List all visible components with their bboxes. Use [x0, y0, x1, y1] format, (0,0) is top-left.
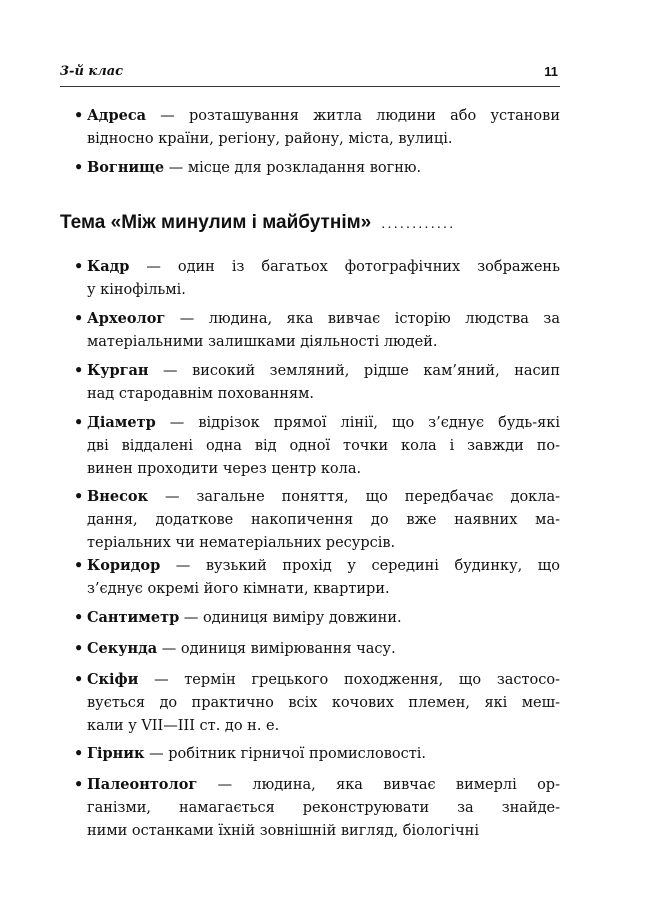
- entry-line: [87, 104, 560, 128]
- entry-definition: — один із багатьох фотографічних зображень: [129, 259, 560, 275]
- glossary-entry: [74, 359, 560, 406]
- entry-term: Секунда: [87, 640, 158, 657]
- entry-text: [87, 485, 560, 555]
- glossary-entry: [74, 156, 560, 180]
- glossary-entry: [74, 668, 560, 738]
- entry-text: [87, 104, 560, 151]
- entry-term: Вогнище: [87, 159, 165, 176]
- bullet-icon: •: [74, 310, 84, 327]
- entry-term: Археолог: [87, 310, 166, 327]
- page-number: 11: [544, 64, 558, 79]
- entry-line: [87, 668, 560, 692]
- entry-definition: — термін грецького походження, що застосо-: [138, 672, 560, 688]
- entry-definition: — вузький прохід у середині будинку, що: [160, 558, 560, 574]
- entry-definition: — робітник гірничої промисловості.: [144, 746, 426, 762]
- entry-text: [87, 773, 560, 843]
- glossary-entry: [74, 411, 560, 481]
- entry-line: [87, 359, 560, 383]
- entry-line: ганізми, намагається реконструювати за знайде-: [87, 800, 560, 816]
- entry-text: [87, 742, 560, 766]
- glossary-entry: [74, 742, 560, 766]
- entry-definition: — одиниця вимірювання часу.: [157, 641, 396, 657]
- bullet-icon: •: [74, 414, 84, 431]
- entry-text: [87, 307, 560, 354]
- entry-definition: — одиниця виміру довжини.: [179, 610, 402, 626]
- entry-text: [87, 668, 560, 738]
- entry-line: ними останками їхній зовнішній вигляд, біологічні: [87, 823, 479, 839]
- entry-line: над стародавнім похованням.: [87, 386, 315, 402]
- entry-term: Діаметр: [87, 414, 156, 431]
- entry-term: Палеонтолог: [87, 776, 198, 793]
- entry-line: [87, 637, 560, 661]
- bullet-icon: •: [74, 640, 84, 657]
- entry-line: [87, 411, 560, 435]
- glossary-entry: [74, 606, 560, 630]
- glossary-entry: [74, 637, 560, 661]
- bullet-icon: •: [74, 159, 84, 176]
- entry-line: [87, 307, 560, 331]
- entry-line: [87, 485, 560, 509]
- bullet-icon: •: [74, 488, 84, 505]
- entry-line: дання, додаткове накопичення до вже наявних ма-: [87, 512, 560, 528]
- entry-line: винен проходити через центр кола.: [87, 461, 362, 477]
- bullet-icon: •: [74, 671, 84, 688]
- entry-line: з’єднує окремі його кімнати, квартири.: [87, 581, 390, 597]
- entry-definition: — розташування житла людини або установи: [146, 108, 560, 124]
- entry-line: [87, 606, 560, 630]
- glossary-entry: [74, 554, 560, 601]
- entry-definition: — загальне поняття, що передбачає докла-: [148, 489, 560, 505]
- entry-line: [87, 742, 560, 766]
- entry-line: дві віддалені одна від одної точки кола і завжди по-: [87, 438, 560, 454]
- glossary-entry: [74, 104, 560, 151]
- entry-term: Внесок: [87, 488, 149, 505]
- glossary-entry: [74, 773, 560, 843]
- entry-line: [87, 255, 560, 279]
- bullet-icon: •: [74, 107, 84, 124]
- entry-text: [87, 554, 560, 601]
- entry-term: Скіфи: [87, 671, 139, 688]
- entry-definition: — людина, яка вивчає вимерлі ор-: [197, 777, 560, 793]
- entry-line: відносно країни, регіону, району, міста, вулиці.: [87, 131, 453, 147]
- entry-text: [87, 359, 560, 406]
- entry-line: [87, 554, 560, 578]
- entry-line: матеріальними залишками діяльності людей.: [87, 334, 438, 350]
- entry-term: Коридор: [87, 557, 161, 574]
- topic-title: Тема «Між минулим і майбутнім»: [60, 212, 372, 233]
- topic-leader-dots: ............: [381, 215, 456, 232]
- bullet-icon: •: [74, 745, 84, 762]
- entry-term: Адреса: [87, 107, 147, 124]
- entry-text: [87, 411, 560, 481]
- entry-definition: — місце для розкладання вогню.: [164, 160, 422, 176]
- entry-term: Гірник: [87, 745, 145, 762]
- bullet-icon: •: [74, 609, 84, 626]
- entry-definition: — людина, яка вивчає історію людства за: [165, 311, 560, 327]
- entry-text: [87, 637, 560, 661]
- entry-text: [87, 156, 560, 180]
- entry-line: вується до практично всіх кочових племен, які меш-: [87, 695, 560, 711]
- entry-term: Сантиметр: [87, 609, 180, 626]
- entry-line: кали у VII—III ст. до н. е.: [87, 718, 280, 734]
- entry-line: [87, 156, 560, 180]
- entry-line: у кінофільмі.: [87, 282, 186, 298]
- bullet-icon: •: [74, 557, 84, 574]
- entry-definition: — відрізок прямої лінії, що з’єднує будь-які: [155, 415, 560, 431]
- entry-text: [87, 606, 560, 630]
- entry-term: Курган: [87, 362, 149, 379]
- glossary-entry: [74, 307, 560, 354]
- bullet-icon: •: [74, 362, 84, 379]
- header-section-label: 3-й клас: [60, 64, 124, 79]
- entry-definition: — високий земляний, рідше кам’яний, насип: [148, 363, 560, 379]
- entry-line: теріальних чи нематеріальних ресурсів.: [87, 535, 396, 551]
- entry-term: Кадр: [87, 258, 130, 275]
- entry-text: [87, 255, 560, 302]
- bullet-icon: •: [74, 258, 84, 275]
- glossary-entry: [74, 255, 560, 302]
- bullet-icon: •: [74, 776, 84, 793]
- entry-line: [87, 773, 560, 797]
- glossary-entry: [74, 485, 560, 555]
